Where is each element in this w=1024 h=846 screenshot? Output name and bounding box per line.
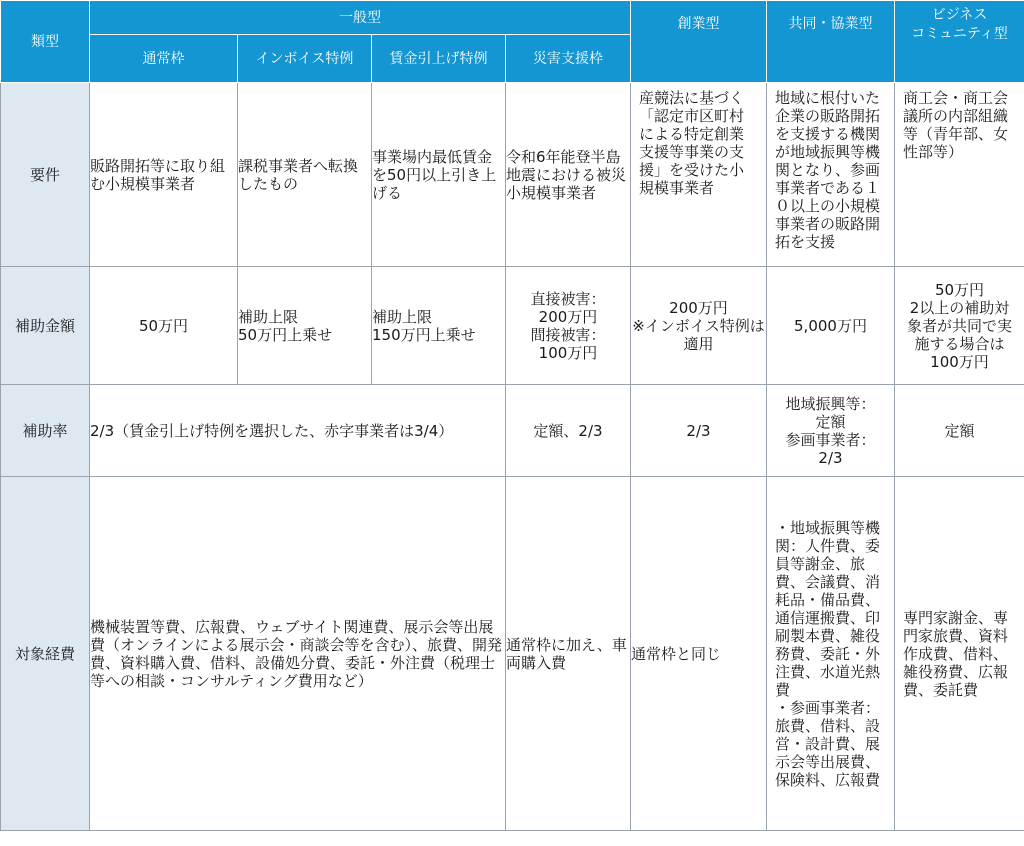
amount-row-label: 補助金額 bbox=[1, 267, 90, 385]
expenses-business: 専門家謝金、専門家旅費、資料作成費、借料、雑役務費、広報費、委託費 bbox=[895, 477, 1024, 831]
expenses-kyodo: ・地域振興等機関：人件費、委員等謝金、旅費、会議費、消耗品・備品費、通信運搬費、印刷製本費、雑役務費、委託・外注費、水道光熱費 ・参画事業者：旅費、借料、設営・設計費、展示会等出展費、保険料、広報費 bbox=[767, 477, 895, 831]
business-community-type-header: ビジネス コミュニティ型 bbox=[895, 1, 1024, 83]
chingin-header: 賃金引上げ特例 bbox=[372, 35, 506, 83]
requirements-chingin: 事業場内最低賃金を50円以上引き上げる bbox=[372, 83, 506, 267]
requirements-kyodo: 地域に根付いた企業の販路開拓を支援する機関が地域振興等機関となり、参画事業者である１０以上の小規模事業者の販路開拓を支援 bbox=[767, 83, 895, 267]
amount-business: 50万円 2以上の補助対象者が共同で実施する場合は100万円 bbox=[895, 267, 1024, 385]
rate-business: 定額 bbox=[895, 385, 1024, 477]
expenses-general: 機械装置等費、広報費、ウェブサイト関連費、展示会等出展費（オンラインによる展示会・商談会等を含む）、旅費、開発費、資料購入費、借料、設備処分費、委託・外注費（税理士等への相談・コンサルティング費用など） bbox=[90, 477, 506, 831]
invoice-header: インボイス特例 bbox=[238, 35, 372, 83]
amount-invoice: 補助上限 50万円上乗せ bbox=[238, 267, 372, 385]
amount-sogyo: 200万円 ※インボイス特例は適用 bbox=[631, 267, 767, 385]
amount-tsujo: 50万円 bbox=[90, 267, 238, 385]
expenses-sogyo: 通常枠と同じ bbox=[631, 477, 767, 831]
saigai-header: 災害支援枠 bbox=[506, 35, 631, 83]
general-type-header: 一般型 bbox=[90, 1, 631, 35]
rate-row-label: 補助率 bbox=[1, 385, 90, 477]
rate-general: 2/3（賃金引上げ特例を選択した、赤字事業者は3/4） bbox=[90, 385, 506, 477]
tsujo-header: 通常枠 bbox=[90, 35, 238, 83]
requirements-business: 商工会・商工会議所の内部組織等（青年部、女性部等） bbox=[895, 83, 1024, 267]
expenses-saigai: 通常枠に加え、車両購入費 bbox=[506, 477, 631, 831]
expenses-row-label: 対象経費 bbox=[1, 477, 90, 831]
kyodo-type-header: 共同・協業型 bbox=[767, 1, 895, 83]
amount-chingin: 補助上限 150万円上乗せ bbox=[372, 267, 506, 385]
type-header: 類型 bbox=[1, 1, 90, 83]
requirements-row-label: 要件 bbox=[1, 83, 90, 267]
requirements-sogyo: 産競法に基づく「認定市区町村による特定創業支援等事業の支援」を受けた小規模事業者 bbox=[631, 83, 767, 267]
amount-saigai: 直接被害： 200万円 間接被害： 100万円 bbox=[506, 267, 631, 385]
requirements-invoice: 課税事業者へ転換したもの bbox=[238, 83, 372, 267]
rate-sogyo: 2/3 bbox=[631, 385, 767, 477]
requirements-tsujo: 販路開拓等に取り組む小規模事業者 bbox=[90, 83, 238, 267]
rate-saigai: 定額、2/3 bbox=[506, 385, 631, 477]
requirements-saigai: 令和6年能登半島地震における被災小規模事業者 bbox=[506, 83, 631, 267]
amount-kyodo: 5,000万円 bbox=[767, 267, 895, 385]
rate-kyodo: 地域振興等： 定額 参画事業者： 2/3 bbox=[767, 385, 895, 477]
sogyo-type-header: 創業型 bbox=[631, 1, 767, 83]
